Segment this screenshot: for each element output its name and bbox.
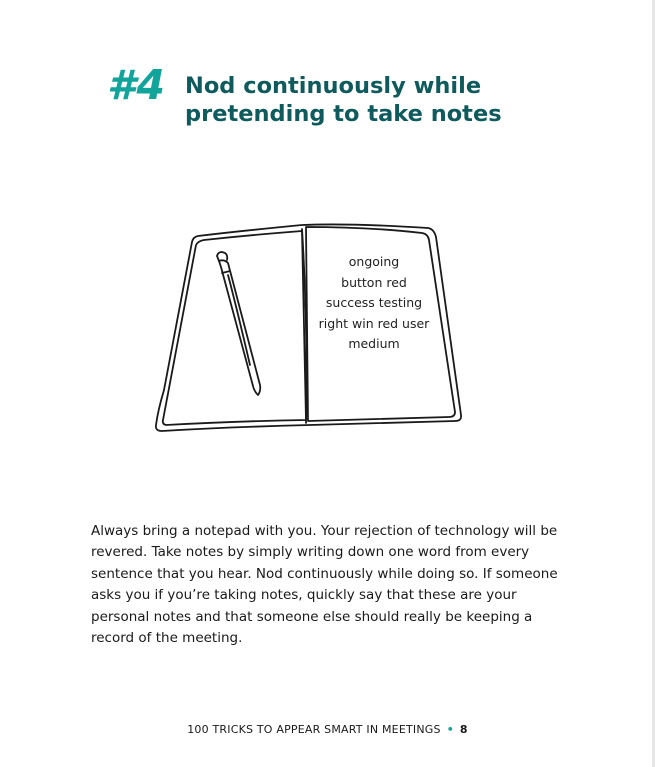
book-title: 100 TRICKS TO APPEAR SMART IN MEETINGS: [187, 723, 441, 736]
page-title: Nod continuously while pretending to take notes: [185, 73, 502, 127]
notebook-left-page: [163, 231, 306, 425]
trick-number: #4: [107, 61, 167, 109]
pen-icon: [217, 252, 260, 395]
notebook-word: ongoing: [348, 254, 400, 269]
notebook-word: button red: [341, 274, 407, 290]
page-number: 8: [459, 723, 468, 736]
page-footer: [0, 723, 655, 736]
page-heading: [107, 61, 545, 128]
notebook-word: right win red user: [318, 315, 430, 331]
body-paragraph: Always bring a notepad with you. Your rejection of technology will be revered. Take notes by simply writing down one word from every sentence that you hear. Nod continuously while doing so. If someone asks you if you’re taking notes, quickly say that these are your personal notes and that someone else should really be keeping a record of the meeting.: [91, 522, 558, 647]
separator-dot: •: [446, 723, 454, 736]
notebook-words: [310, 252, 438, 355]
notebook-word: success testing: [325, 295, 423, 310]
notebook-word: medium: [348, 336, 400, 351]
